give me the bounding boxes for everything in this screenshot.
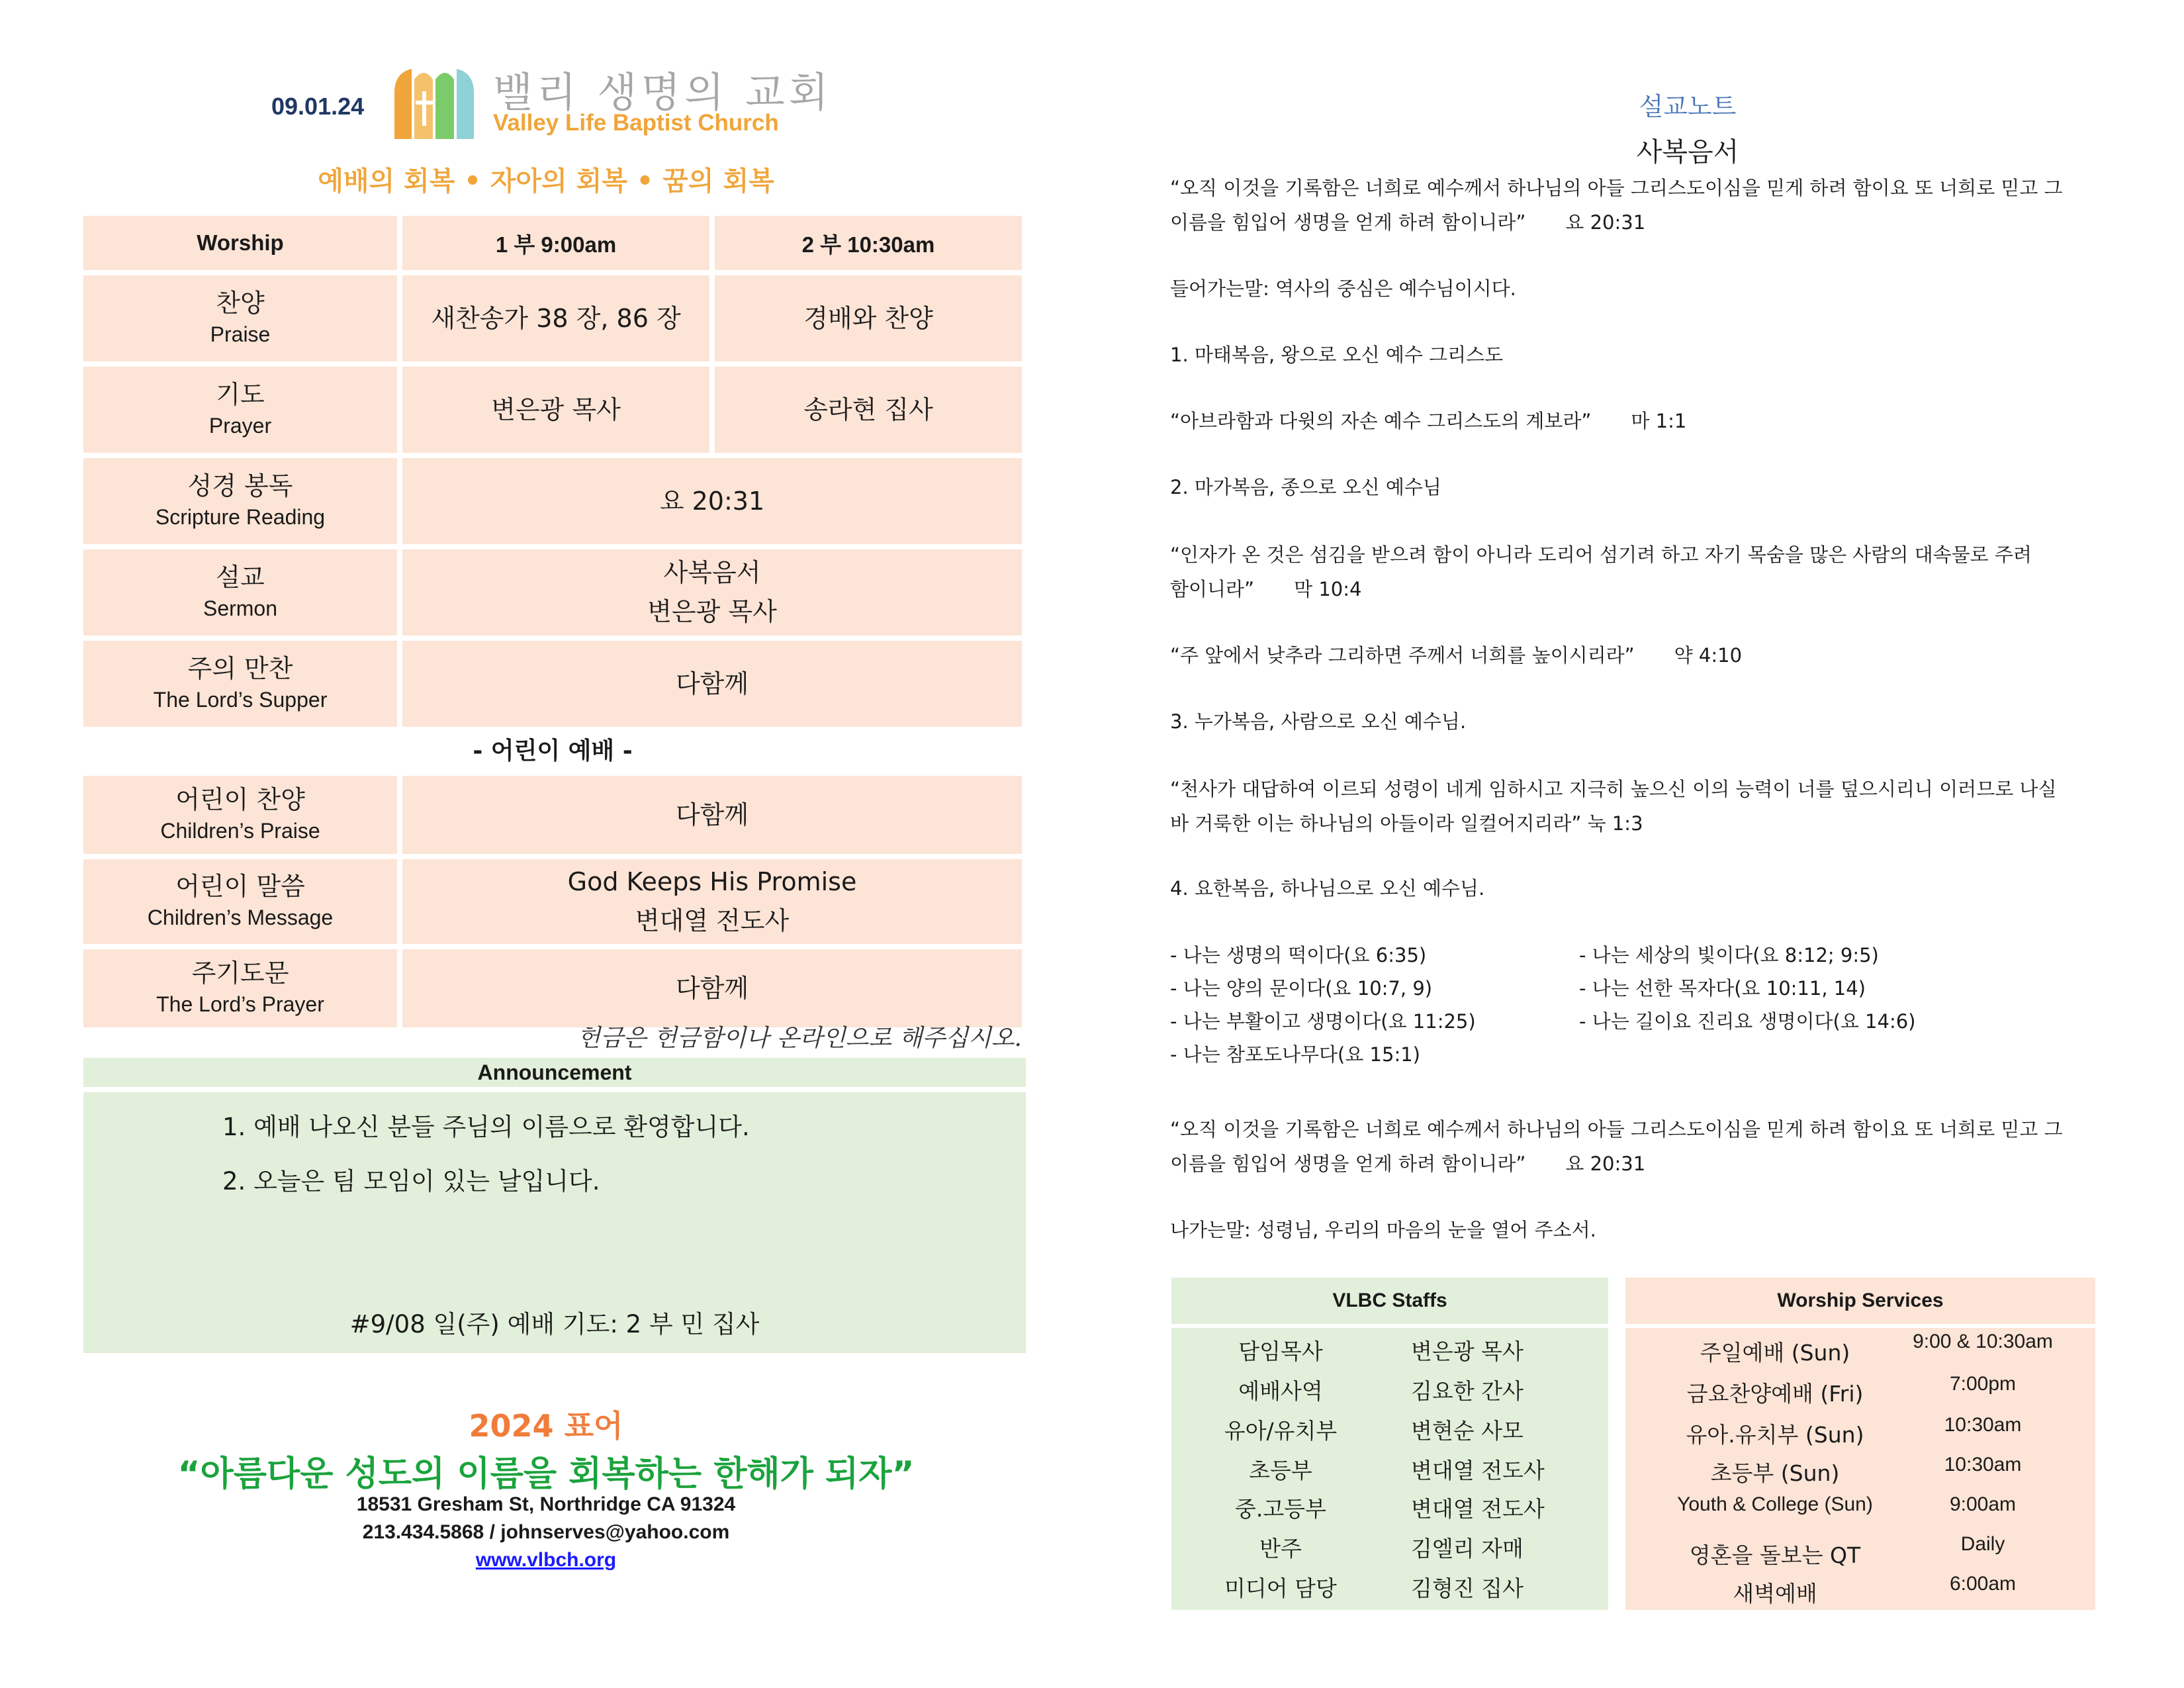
row-label-en: The Lord’s Supper	[153, 688, 328, 712]
row-label-en: The Lord’s Prayer	[156, 992, 324, 1017]
church-name-korean: 밸리 생명의 교회	[493, 68, 833, 117]
church-name-english: Valley Life Baptist Church	[493, 110, 779, 136]
church-address: 18531 Gresham St, Northridge CA 91324	[356, 1493, 736, 1515]
service-time: 10:30am	[1944, 1414, 2022, 1436]
sermon-title: 사복음서	[1636, 137, 1739, 167]
verse-text-line1: “인자가 온 것은 섬김을 받으려 함이 아니라 도리어 섬기려 하고 자기 목숨을 많은 사람의 대속물로 주려	[1170, 543, 2032, 566]
slogan-text: “아름다운 성도의 이름을 회복하는 한해가 되자”	[177, 1454, 915, 1494]
row-label-en: Scripture Reading	[155, 505, 326, 530]
service-time: Daily	[1960, 1533, 2005, 1555]
church-logo-icon	[392, 66, 478, 139]
verse-reference: 약 4:10	[1674, 644, 1743, 667]
service-name: 금요찬양예배 (Fri)	[1686, 1381, 1864, 1407]
row-label-en: Sermon	[203, 596, 278, 621]
intro-text: 들어가는말: 역사의 중심은 예수님이시다.	[1170, 277, 1516, 300]
offering-note: 헌금은 헌금함이나 온라인으로 해주십시오.	[577, 1025, 1022, 1052]
point-1: 1. 마태복음, 왕으로 오신 예수 그리스도	[1170, 344, 1504, 366]
staff-name: 변현순 사모	[1411, 1418, 1524, 1444]
table-header-worship: Worship	[83, 216, 397, 270]
staff-role: 유아/유치부	[1224, 1418, 1338, 1444]
staff-role: 중.고등부	[1234, 1496, 1326, 1522]
row-value-line1: 사복음서	[663, 558, 761, 588]
list-item: - 나는 선한 목자다(요 10:11, 14)	[1579, 977, 1866, 1000]
service-time: 9:00am	[1949, 1493, 2017, 1515]
row-value-second: 경배와 찬양	[803, 303, 933, 333]
row-value-first: 새찬송가 38 장, 86 장	[431, 303, 681, 333]
slogan-year: 2024 표어	[469, 1408, 623, 1444]
key-verse-line2: 이름을 힘입어 생명을 얻게 하려 함이니라”	[1170, 1152, 1526, 1175]
verse-2	[1170, 538, 2150, 606]
announcement-title: Announcement	[83, 1058, 1026, 1087]
verse-1	[1170, 404, 2150, 438]
verse-text-line2: 바 거룩한 이는 하나님의 아들이라 일컬어지리라” 눅 1:3	[1170, 812, 1643, 835]
service-name: 주일예배 (Sun)	[1700, 1340, 1850, 1366]
table-row	[83, 776, 1022, 854]
verse-text: “주 앞에서 낮추라 그리하면 주께서 너희를 높이시리라”	[1170, 644, 1635, 667]
table-header-row	[83, 216, 1022, 270]
row-label-kr: 성경 봉독	[187, 471, 293, 500]
service-name: 영혼을 돌보는 QT	[1689, 1542, 1861, 1568]
verse-4	[1170, 772, 2150, 841]
church-motto: 예배의 회복 • 자아의 회복 • 꿈의 회복	[318, 166, 774, 197]
row-value-line1: God Keeps His Promise	[567, 867, 857, 897]
announcement-box	[83, 1092, 1026, 1353]
sermon-notes-title: 설교노트	[1639, 92, 1737, 121]
closing-text: 나가는말: 성령님, 우리의 마음의 눈을 열어 주소서.	[1170, 1219, 1596, 1241]
row-label-kr: 기도	[216, 379, 265, 409]
staff-box-title: VLBC Staffs	[1171, 1278, 1608, 1324]
list-item: - 나는 양의 문이다(요 10:7, 9)	[1170, 977, 1433, 1000]
verse-text: “아브라함과 다윗의 자손 예수 그리스도의 계보라”	[1170, 410, 1592, 432]
bulletin-date: 09.01.24	[271, 93, 365, 120]
list-item: - 나는 생명의 떡이다(요 6:35)	[1170, 944, 1427, 966]
table-header-second-service: 2 부 10:30am	[715, 216, 1022, 270]
staff-name: 김형진 집사	[1411, 1575, 1524, 1601]
point-4: 4. 요한복음, 하나님으로 오신 예수님.	[1170, 877, 1485, 900]
verse-3	[1170, 638, 2150, 673]
table-row	[83, 458, 1022, 544]
row-value: 다함께	[675, 669, 749, 698]
verse-reference: 마 1:1	[1631, 410, 1687, 432]
service-name: 유아.유치부 (Sun)	[1686, 1422, 1864, 1448]
church-phone-email: 213.434.5868 / johnserves@yahoo.com	[362, 1521, 730, 1543]
staff-name: 김엘리 자매	[1411, 1536, 1524, 1562]
table-row	[83, 367, 1022, 453]
key-verse-reference: 요 20:31	[1565, 1152, 1646, 1175]
point-2: 2. 마가복음, 종으로 오신 예수님	[1170, 476, 1441, 498]
row-value: 다함께	[675, 800, 749, 829]
staff-name: 변대열 전도사	[1411, 1496, 1545, 1522]
services-list	[1625, 1328, 2095, 1610]
bulletin-header	[0, 60, 1092, 146]
key-verse-line1: “오직 이것을 기록함은 너희로 예수께서 하나님의 아들 그리스도이심을 믿게 하려 함이요 또 너희로 믿고 그	[1170, 1118, 2063, 1141]
verse-text-line1: “천사가 대답하여 이르되 성령이 네게 임하시고 지극히 높으신 이의 능력이 너를 덮으시리니 이러므로 나실	[1170, 778, 2057, 800]
staff-role: 미디어 담당	[1224, 1575, 1337, 1601]
service-time: 9:00 & 10:30am	[1913, 1331, 2053, 1352]
church-website-link[interactable]: www.vlbch.org	[475, 1549, 617, 1571]
staff-box	[1171, 1278, 1608, 1610]
list-item: - 나는 길이요 진리요 생명이다(요 14:6)	[1579, 1010, 1916, 1033]
service-name: 초등부 (Sun)	[1710, 1460, 1840, 1486]
verse-reference: 막 10:4	[1294, 578, 1362, 600]
row-label-kr: 어린이 찬양	[175, 784, 305, 814]
row-label-kr: 찬양	[216, 288, 265, 318]
point-3: 3. 누가복음, 사람으로 오신 예수님.	[1170, 710, 1467, 733]
list-item: - 나는 참포도나무다(요 15:1)	[1170, 1043, 1420, 1066]
key-verse-reference: 요 20:31	[1565, 211, 1646, 234]
row-label-en: Praise	[210, 322, 271, 347]
row-label-en: Children’s Message	[147, 906, 334, 930]
staff-role: 담임목사	[1238, 1338, 1323, 1364]
service-name: 새벽예배	[1733, 1581, 1817, 1607]
row-label-kr: 어린이 말씀	[175, 871, 305, 901]
table-row	[83, 859, 1022, 944]
children-worship-title: - 어린이 예배 -	[473, 737, 633, 765]
row-label-en: Prayer	[208, 414, 272, 438]
staff-role: 예배사역	[1238, 1378, 1323, 1404]
services-box	[1625, 1278, 2095, 1610]
staff-name: 변은광 목사	[1411, 1338, 1524, 1364]
service-time: 10:30am	[1944, 1454, 2022, 1476]
verse-text-line2: 함이니라”	[1170, 578, 1255, 600]
announcement-footer: #9/08 일(주) 예배 기도: 2 부 민 집사	[349, 1310, 760, 1338]
table-row	[83, 275, 1022, 361]
sermon-notes-panel	[1092, 0, 2184, 1688]
key-verse	[1170, 171, 2150, 240]
key-verse-line1: “오직 이것을 기록함은 너희로 예수께서 하나님의 아들 그리스도이심을 믿게 하려 함이요 또 너희로 믿고 그	[1170, 177, 2063, 199]
staff-name: 김요한 간사	[1411, 1378, 1524, 1404]
list-item: - 나는 세상의 빛이다(요 8:12; 9:5)	[1579, 944, 1879, 966]
service-name: Youth & College (Sun)	[1677, 1493, 1873, 1515]
service-time: 6:00am	[1949, 1573, 2017, 1595]
row-value-line2: 변대열 전도사	[635, 906, 790, 935]
row-label-kr: 설교	[216, 562, 265, 592]
staff-role: 초등부	[1249, 1458, 1312, 1483]
service-time: 7:00pm	[1949, 1373, 2017, 1395]
table-row	[83, 641, 1022, 727]
table-row	[83, 949, 1022, 1027]
table-header-first-service: 1 부 9:00am	[402, 216, 709, 270]
staff-name: 변대열 전도사	[1411, 1458, 1545, 1483]
list-item: - 나는 부활이고 생명이다(요 11:25)	[1170, 1010, 1476, 1033]
key-verse-line2: 이름을 힘입어 생명을 얻게 하려 함이니라”	[1170, 211, 1526, 234]
staff-list	[1171, 1328, 1608, 1610]
row-value-line2: 변은광 목사	[647, 597, 777, 626]
row-label-en: Children’s Praise	[160, 819, 320, 843]
row-value: 다함께	[675, 973, 749, 1003]
row-value-second: 송라현 집사	[803, 395, 933, 424]
row-label-kr: 주기도문	[191, 958, 289, 988]
row-value-first: 변은광 목사	[491, 395, 621, 424]
table-row	[83, 549, 1022, 635]
staff-role: 반주	[1259, 1536, 1302, 1562]
row-label-kr: 주의 만찬	[187, 653, 293, 683]
announcement-item: 2. 오늘은 팀 모임이 있는 날입니다.	[222, 1167, 600, 1196]
key-verse-repeat	[1170, 1112, 2150, 1181]
announcement-item: 1. 예배 나오신 분들 주님의 이름으로 환영합니다.	[222, 1113, 750, 1141]
row-value: 요 20:31	[659, 486, 765, 516]
services-box-title: Worship Services	[1625, 1278, 2095, 1324]
